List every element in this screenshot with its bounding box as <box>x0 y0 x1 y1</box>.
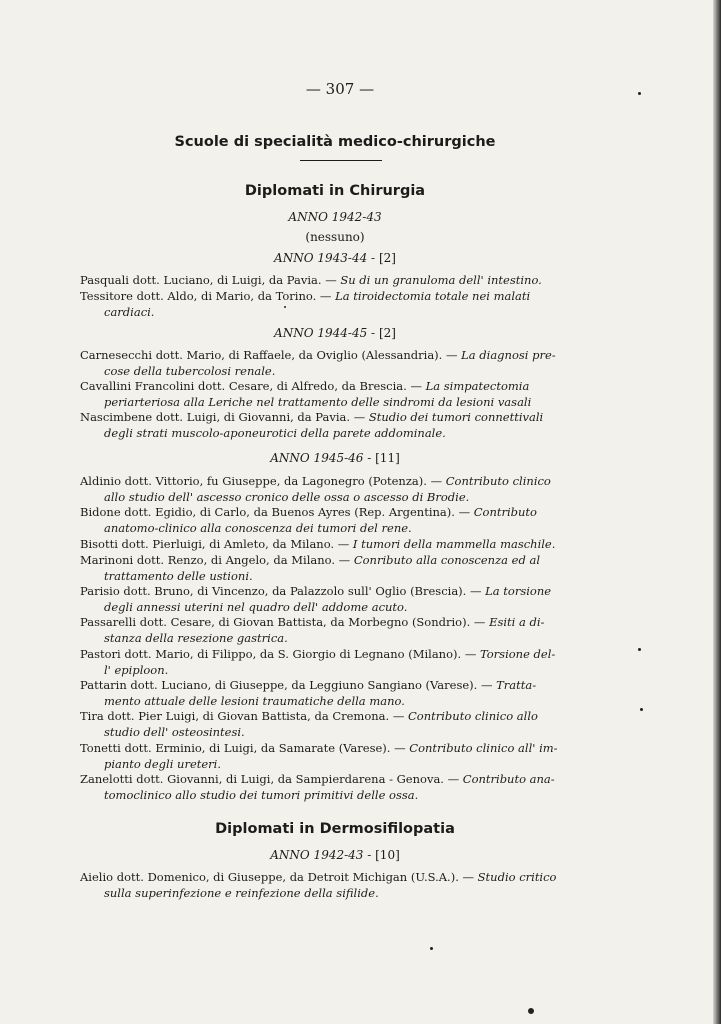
graduate-entry: Bidone dott. Egidio, di Carlo, da Buenos Ayres (Rep. Argentina). — Contributo anatomo-clinico alla conoscenza dei tumori del rene. <box>80 505 537 535</box>
scan-speck <box>638 648 641 651</box>
section-heading-dermosifilopatia: Diplomati in Dermosifilopatia <box>215 821 455 837</box>
year-heading: ANNO 1944-45 - [2] <box>274 326 396 340</box>
scan-speck <box>284 306 286 308</box>
graduate-entry: Tonetti dott. Erminio, di Luigi, da Samarate (Varese). — Contributo clinico all' im- pianto degli ureteri. <box>80 741 558 771</box>
scan-speck <box>528 1008 534 1014</box>
graduate-entry: Tessitore dott. Aldo, di Mario, da Torino. — La tiroidectomia totale nei malati cardiaci. <box>80 289 531 319</box>
graduate-entry: Pastori dott. Mario, di Filippo, da S. Giorgio di Legnano (Milano). — Torsione del- l' epiploon. <box>80 647 556 677</box>
year-heading: ANNO 1942-43 <box>288 210 382 224</box>
graduate-entry: Zanelotti dott. Giovanni, di Luigi, da Sampierdarena - Genova. — Contributo ana- tomoclinico allo studio dei tumori primitivi delle ossa. <box>80 772 555 802</box>
scan-speck <box>638 92 641 95</box>
year-note: (nessuno) <box>305 230 365 244</box>
graduate-entry: Pasquali dott. Luciano, di Luigi, da Pavia. — Su di un granuloma dell' intestino. <box>80 273 542 287</box>
graduate-entry: Nascimbene dott. Luigi, di Giovanni, da Pavia. — Studio dei tumori connettivali degli strati muscolo-aponeurotici della parete addominale. <box>80 410 544 440</box>
graduate-entry: Aielio dott. Domenico, di Giuseppe, da Detroit Michigan (U.S.A.). — Studio critico sulla superinfezione e reinfezione della sifilide. <box>80 870 557 900</box>
graduate-entry: Parisio dott. Bruno, di Vincenzo, da Palazzolo sull' Oglio (Brescia). — La torsione degli annessi uterini nel quadro dell' addome acuto. <box>80 584 552 614</box>
page-edge-shadow <box>713 0 721 1024</box>
year-heading: ANNO 1942-43 - [10] <box>270 848 400 862</box>
scan-speck <box>430 947 433 950</box>
page-title: Scuole di specialità medico-chirurgiche <box>174 134 496 150</box>
graduate-entry: Bisotti dott. Pierluigi, di Amleto, da Milano. — I tumori della mammella maschile. <box>80 537 556 551</box>
section-heading-chirurgia: Diplomati in Chirurgia <box>244 183 426 199</box>
graduate-entry: Passarelli dott. Cesare, di Giovan Battista, da Morbegno (Sondrio). — Esiti a di- stanza della resezione gastrica. <box>80 615 545 645</box>
year-heading: ANNO 1945-46 - [11] <box>270 451 400 465</box>
graduate-entry: Aldinio dott. Vittorio, fu Giuseppe, da Lagonegro (Potenza). — Contributo clinico allo studio dell' ascesso cronico delle ossa o ascesso di Brodie. <box>80 474 551 504</box>
year-heading: ANNO 1943-44 - [2] <box>274 251 396 265</box>
graduate-entry: Marinoni dott. Renzo, di Angelo, da Milano. — Conributo alla conoscenza ed al trattamento delle ustioni. <box>80 553 541 583</box>
graduate-entry: Cavallini Francolini dott. Cesare, di Alfredo, da Brescia. — La simpatectomia periarteriosa alla Leriche nel trattamento delle sindromi da lesioni vasali <box>80 379 532 409</box>
graduate-entry: Tira dott. Pier Luigi, di Giovan Battista, da Cremona. — Contributo clinico allo studio dell' osteosintesi. <box>80 709 538 739</box>
graduate-entry: Carnesecchi dott. Mario, di Raffaele, da Oviglio (Alessandria). — La diagnosi pre- cose della tubercolosi renale. <box>80 348 556 378</box>
graduate-entry: Pattarin dott. Luciano, di Giuseppe, da Leggiuno Sangiano (Varese). — Tratta- mento attuale delle lesioni traumatiche della mano. <box>80 678 537 708</box>
scan-speck <box>640 708 643 711</box>
page-number: — 307 — <box>305 80 375 98</box>
title-divider <box>300 160 382 161</box>
